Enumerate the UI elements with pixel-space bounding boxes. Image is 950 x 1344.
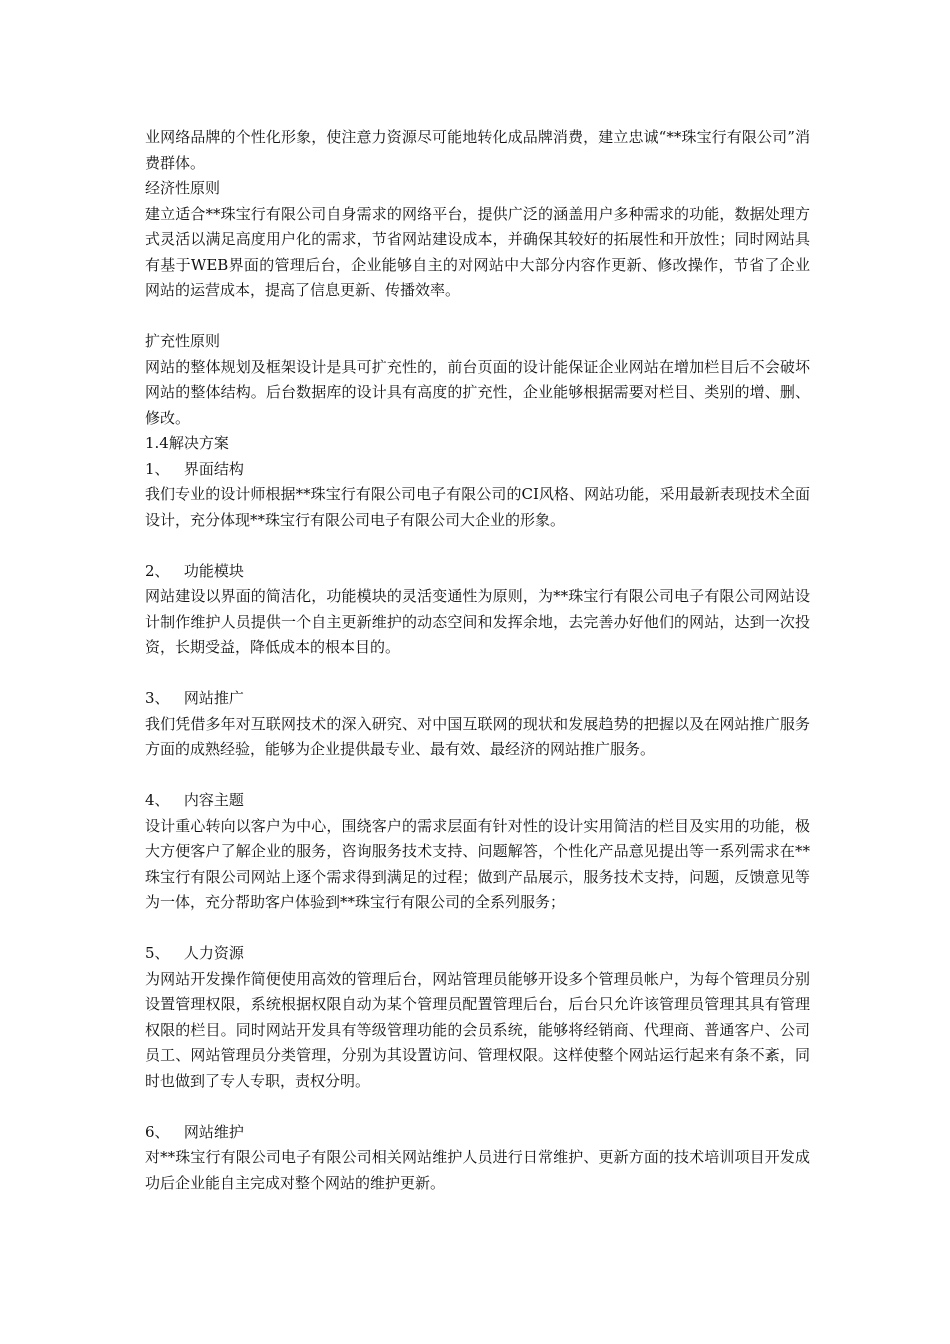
blank-line [145,916,810,942]
blank-line [145,661,810,687]
heading-function-modules: 2、 功能模块 [145,561,244,580]
heading-human-resources: 5、 人力资源 [145,944,244,962]
paragraph-content-theme: 设计重心转向以客户为中心，围绕客户的需求层面有针对性的设计实用简洁的栏目及实用的功能，极大方便客户了解企业的服务，咨询服务技术支持、问题解答，个性化产品意见提出等一系列需求在**珠宝行有限公司网站上逐个需求得到满足的过程；做到产品展示，服务技术支持，问题，反馈意见等为一体，充分帮助客户体验到**珠宝行有限公司的全系列服务； [145,816,810,911]
paragraph-website-maintenance: 对**珠宝行有限公司电子有限公司相关网站维护人员进行日常维护、更新方面的技术培训项目开发成功后企业能自主完成对整个网站的维护更新。 [145,1148,810,1192]
blank-line [145,1094,810,1120]
document-body [145,125,810,1196]
heading-economy-principle: 经济性原则 [145,179,221,197]
blank-line [145,533,810,559]
paragraph-interface-structure: 我们专业的设计师根据**珠宝行有限公司电子有限公司的CI风格、网站功能，采用最新表现技术全面设计，充分体现**珠宝行有限公司电子有限公司大企业的形象。 [145,485,810,529]
blank-line [145,763,810,789]
heading-website-promotion: 3、 网站推广 [145,689,244,707]
paragraph-brand-continuation: 业网络品牌的个性化形象，使注意力资源尽可能地转化成品牌消费，建立忠诚“**珠宝行有限公司”消费群体。 [145,128,810,172]
paragraph-extensibility-principle: 网站的整体规划及框架设计是具可扩充性的，前台页面的设计能保证企业网站在增加栏目后不会破坏网站的整体结构。后台数据库的设计具有高度的扩充性，企业能够根据需要对栏目、类别的增、删、修改。 [145,357,810,427]
heading-extensibility-principle: 扩充性原则 [145,332,221,350]
paragraph-function-modules: 网站建设以界面的简洁化，功能模块的灵活变通性为原则，为**珠宝行有限公司电子有限公司网站设计制作维护人员提供一个自主更新维护的动态空间和发挥余地，去完善办好他们的网站，达到一次投资，长期受益，降低成本的根本目的。 [145,587,810,656]
heading-interface-structure: 1、 界面结构 [145,459,244,478]
paragraph-economy-principle: 建立适合**珠宝行有限公司自身需求的网络平台，提供广泛的涵盖用户多种需求的功能，数据处理方式灵活以满足高度用户化的需求，节省网站建设成本，并确保其较好的拓展性和开放性；同时网站具有基于WEB界面的管理后台，企业能够自主的对网站中大部分内容作更新、修改操作，节省了企业网站的运营成本，提高了信息更新、传播效率。 [145,204,810,299]
section-heading-solution: 1.4解决方案 [145,434,229,452]
paragraph-human-resources: 为网站开发操作简便使用高效的管理后台，网站管理员能够开设多个管理员帐户，为每个管理员分别设置管理权限，系统根据权限自动为某个管理员配置管理后台，后台只允许该管理员管理其具有管理权限的栏目。同时网站开发具有等级管理功能的会员系统，能够将经销商、代理商、普通客户、公司员工、网站管理员分类管理，分别为其设置访问、管理权限。这样使整个网站运行起来有条不紊，同时也做到了专人专职，责权分明。 [145,969,810,1090]
paragraph-website-promotion: 我们凭借多年对互联网技术的深入研究、对中国互联网的现状和发展趋势的把握以及在网站推广服务方面的成熟经验，能够为企业提供最专业、最有效、最经济的网站推广服务。 [145,714,810,758]
blank-line [145,304,810,330]
heading-website-maintenance: 6、 网站维护 [145,1122,244,1141]
heading-content-theme: 4、 内容主题 [145,791,244,809]
